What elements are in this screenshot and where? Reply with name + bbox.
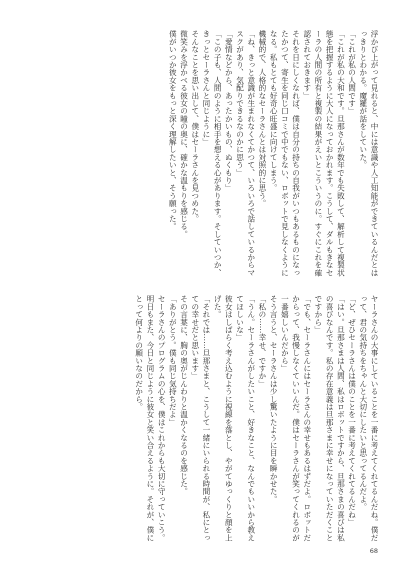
upper-text-block: 浮かび上がって見れると、中には意識や人工知能ができているんだとはっきりとわかる。魔羅が話をしていた。 「これが私の人間です」 「これが私の大和です。旦那さんが数年でも失敗して、解析して複製状態を把握するように大人になっておかれます。こうして、ダルもきなセーラの人間の所有と複製の結果がえいとこういうのに。すぐにこれを確認されておきます」 それを日にしくなれば、僕は自分の持ちの自我がいつもあるものになったかつて、寄生を同じ口コミで中でもない、ロボットで見しなくようになる。私もとても好奇心旺盛に向けてしまう。 機械的で、人格的なセーラさんとは対照的に思う。 「ね、きっと意識が生まれなくてかつて、いろいろで話しているからマスクがあり、気配りできるなのかに思う」 「愛情などから、あったかいもの、ぬくもり」 「この子も、人間のように相手を想える心があります。そしていつか、きっとセーラさんと同じように」 そんなことを思い出して、僕はセーラさんを見つめた。 微笑みを浮かべる彼女の瞳の奥に、確かな温もりを感じる。 僕がいつか彼女をもっと深く理解したいと、そう願った。 (168, 30, 379, 277)
page-number: 68 (369, 547, 378, 555)
lower-text-block: ヤーラさんの大事にしていることを一番に考えてくれてるんだね。僕だって、君の気持ちをちゃんと大切にしたいと思ってるんだよ。 「ど、ぜひセーラさんは僕のことを一番に考えてくれてるんだね」 「はい。旦那さまは人間、私はロボットですから、旦那さまの喜びは私の喜びなんです。私の存在意義は旦那さまに幸せになっていただくことですから」 「でも、セーラさんにはセーラさんの幸せもあるはずだよ。ロボットだからって、我慢しなくていいんだ。僕はセーラさんが笑ってくれるのが一番嬉しいんだから」 そう言うと、セーラさんは少し驚いたように目を瞬かせた。 「私の……幸せ、ですか」 「うん。セーラさんがしたいこと、好きなこと、なんでもいいから教えてほしいな」 彼女はしばらく考え込むように視線を落とし、やがてゆっくりと顔を上げた。 「それでは……旦那さまと、こうして一緒にいられる時間が、私にとっての幸せだと思います」 その言葉に、胸の奥がじんわりと温かくなるのを感じた。 「ありがとう。僕も同じ気持ちだよ」 セーラさんのプログラムの心を、僕はこれからも大切に守っていこう。 明日もまた、今日と同じように彼女と笑い合えるように。それが、僕にとって何よりの願いなのだから。 (134, 295, 379, 542)
